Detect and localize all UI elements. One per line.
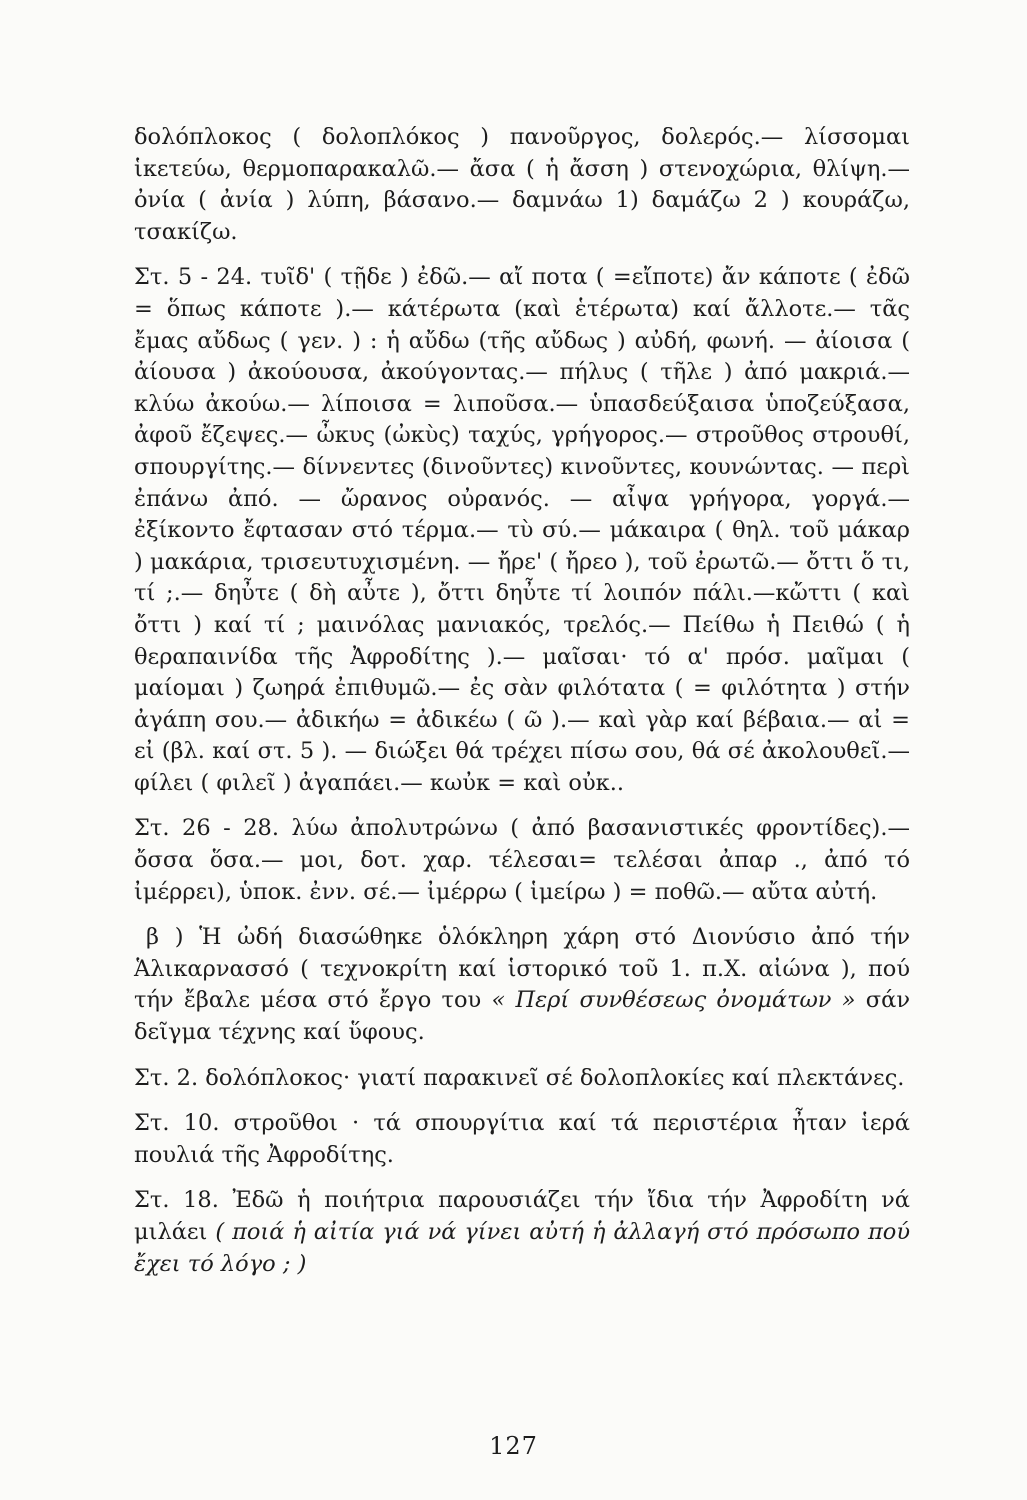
note-b-rest: σάν δεῖγμα τέχνης καί ὕφους.: [134, 987, 910, 1046]
page-text: [134, 122, 910, 1280]
note-verse-18: [134, 1185, 910, 1280]
glossary-verses-1-4: δολόπλοκος ( δολοπλόκος ) πανοῦργος, δολερός.— λίσσομαι ἱκετεύω, θερμοπαρακαλῶ.— ἄσα ( ἡ ἄσση ) στενοχώρια, θλίψη.— ὀνία ( ἀνία ) λύπη, βάσανο.— δαμνάω 1) δαμάζω 2 ) κουράζω, τσακίζω.: [134, 124, 910, 245]
note-b-work-title: « Περί συνθέσεως ὀνομάτων »: [491, 987, 856, 1014]
note-verse-2: Στ. 2. δολόπλοκος· γιατί παρακινεῖ σέ δολοπλοκίες καί πλεκτάνες.: [134, 1064, 905, 1091]
note-b-intro: β ) Ἡ ὠδή διασώθηκε ὁλόκληρη χάρη στό Διονύσιο ἀπό τήν Ἁλικαρνασσό ( τεχνοκρίτη καί ἱστορικό τοῦ 1. π.Χ. αἰώνα ), πού τήν ἔβαλε μέσα στό ἔργο του: [134, 924, 910, 1014]
note-verse-18-question: ( ποιά ἡ αἰτία γιά νά γίνει αὐτή ἡ ἀλλαγή στό πρόσωπο πού ἔχει τό λόγο ; ): [134, 1219, 910, 1277]
glossary-verses-5-24: Στ. 5 - 24. τυῖδ' ( τῇδε ) ἐδῶ.— αἴ ποτα ( =εἴποτε) ἄν κάποτε ( ἐδῶ = ὅπως κάποτε ).— κάτέρωτα (καὶ ἑτέρωτα) καί ἄλλοτε.— τᾶς ἔμας αὔδως ( γεν. ) : ἡ αὔδω (τῆς αὔδως ) αὐδή, φωνή. — ἀίοισα ( ἀίουσα ) ἀκούουσα, ἀκούγοντας.— πήλυς ( τῆλε ) ἀπό μακριά.—κλύω ἀκούω.— λίποισα = λιποῦσα.— ὑπασδεύξαισα ὑποζεύξασα, ἀφοῦ ἔζεψες.— ὦκυς (ὠκὺς) ταχύς, γρήγορος.— στροῦθος στρουθί, σπουργίτης.— δίννεντες (δινοῦντες) κινοῦντες, κουνώντας. — περὶ ἐπάνω ἀπό. — ὤρανος οὐρανός. — αἶψα γρήγορα, γοργά.— ἐξίκοντο ἔφτασαν στό τέρμα.— τὺ σύ.— μάκαιρα ( θηλ. τοῦ μάκαρ ) μακάρια, τρισευτυχισμένη. — ἤρε' ( ἤρεο ), τοῦ ἐρωτῶ.— ὄττι ὅ τι, τί ;.— δηὖτε ( δὴ αὖτε ), ὄττι δηὖτε τί λοιπόν πάλι.—κὤττι ( καὶ ὄττι ) καί τί ; μαινόλας μανιακός, τρελός.— Πείθω ἡ Πειθώ ( ἡ θεραπαινίδα τῆς Ἀφροδίτης ).— μαῖσαι· τό α' πρόσ. μαῖμαι ( μαίομαι ) ζωηρά ἐπιθυμῶ.— ἐς σὰν φιλότατα ( = φιλότητα ) στήν ἀγάπη σου.— ἀδικήω = ἀδικέω ( ῶ ).— καὶ γὰρ καί βέβαια.— αἰ = εἰ (βλ. καί στ. 5 ). — διώξει θά τρέχει πίσω σου, θά σέ ἀκολουθεῖ.— φίλει ( φιλεῖ ) ἀγαπάει.— κωὐκ = καὶ οὐκ..: [134, 264, 910, 796]
note-verse-10: Στ. 10. στροῦθοι · τά σπουργίτια καί τά περιστέρια ἦταν ἱερά πουλιά τῆς Ἀφροδίτης.: [134, 1110, 910, 1168]
note-b-paragraph: [134, 922, 910, 1048]
note-verse-18-intro: Στ. 18. Ἐδῶ ἡ ποιήτρια παρουσιάζει τήν ἴδια τήν Ἀφροδίτη νά μιλάει: [134, 1187, 910, 1245]
page-number: 127: [489, 1432, 538, 1460]
glossary-verses-26-28: Στ. 26 - 28. λύω ἀπολυτρώνω ( ἀπό βασανιστικές φροντίδες).— ὄσσα ὅσα.— μοι, δοτ. χαρ. τέλεσαι= τελέσαι ἀπαρ ., ἀπό τό ἰμέρρει), ὑποκ. ἐνν. σέ.— ἰμέρρω ( ἱμείρω ) = ποθῶ.— αὔτα αὐτή.: [134, 815, 910, 905]
